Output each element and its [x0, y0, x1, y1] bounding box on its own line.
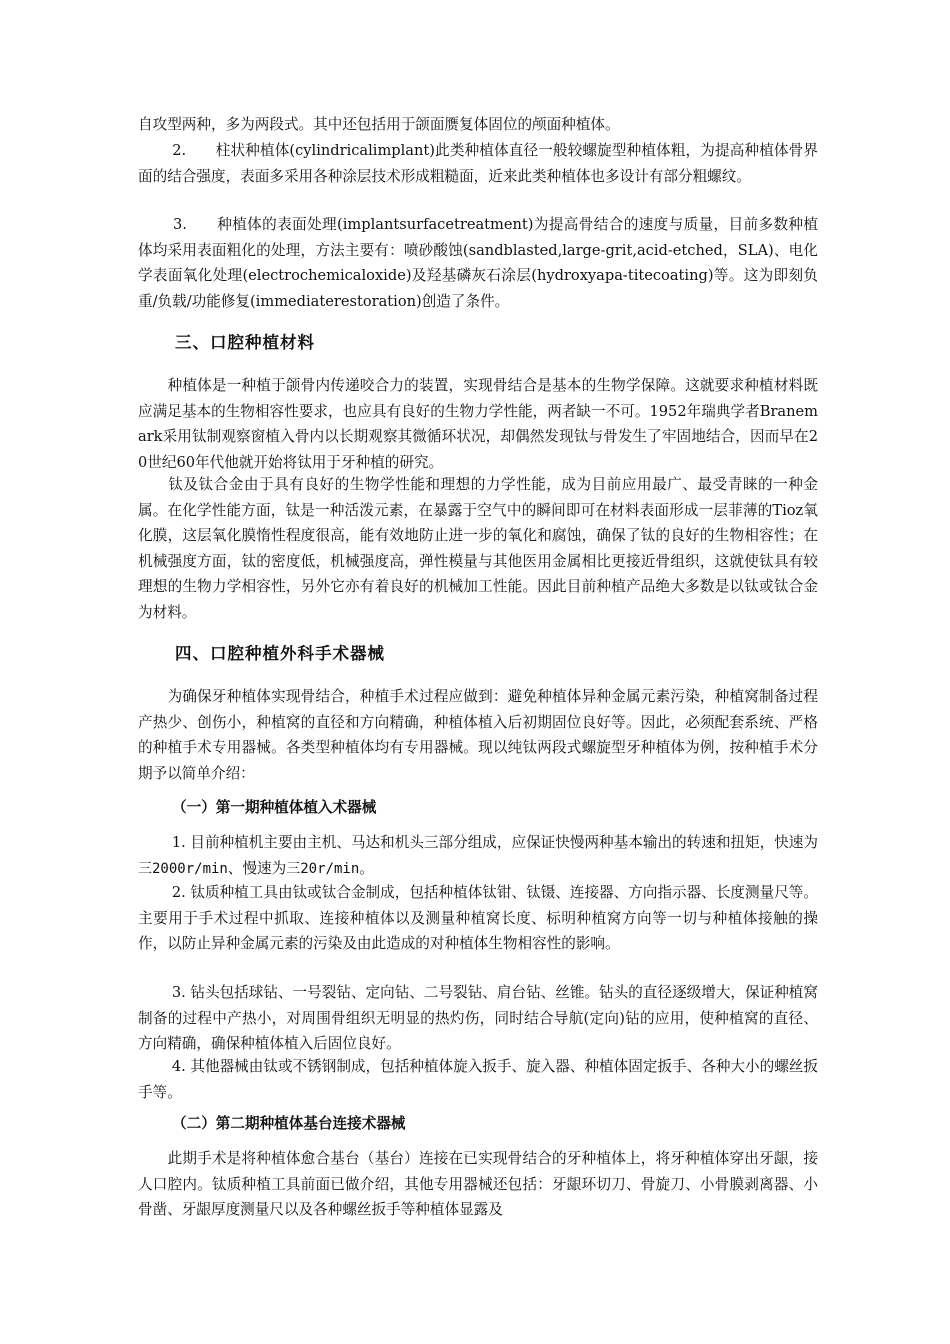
section-heading-instruments: 四、口腔种植外科手术器械	[175, 644, 385, 663]
section-heading-materials: 三、口腔种植材料	[175, 333, 315, 352]
paragraph-cylindrical-implant: 2. 柱状种植体(cylindricalimplant)此类种植体直径一般较螺旋型种植体粗，为提高种植体骨界面的结合强度，表面多采用各种涂层技术形成粗糙面，近来此类种植体也多设计有部分粗螺纹。	[138, 142, 818, 185]
paragraph-other-instruments: 4. 其他器械由钛或不锈钢制成，包括种植体旋入扳手、旋入器、种植体固定扳手、各种大小的螺丝扳手等。	[138, 1058, 818, 1101]
fast-speed-value: 三2000r/min	[138, 860, 228, 877]
paragraph-surface-treatment: 3. 种植体的表面处理(implantsurfacetreatment)为提高骨结合的速度与质量，目前多数种植体均采用表面粗化的处理，方法主要有：喷砂酸蚀(sandblasted,large-grit,acid-etched，SLA)、电化学表面氧化处理(electrochemicaloxide)及羟基磷灰石涂层(hydroxyapa-titecoating)等。这为即刻负重/负载/功能修复(immediaterestoration)创造了条件。	[138, 216, 818, 310]
machine-text-part: 。	[359, 859, 374, 877]
paragraph-titanium-alloy: 钛及钛合金由于具有良好的生物学性能和理想的力学性能，成为目前应用最广、最受青睐的一种金属。在化学性能方面，钛是一种活泼元素，在暴露于空气中的瞬间即可在材料表面形成一层菲薄的Tioz氧化膜，这层氧化膜惰性程度很高，能有效地防止进一步的氧化和腐蚀，确保了钛的良好的生物相容性；在机械强度方面，钛的密度低，机械强度高，弹性模量与其他医用金属相比更接近骨组织，这就使钛具有较理想的生物力学相容性，另外它亦有着良好的机械加工性能。因此目前种植产品绝大多数是以钛或钛合金为材料。	[138, 476, 818, 621]
paragraph-implant-materials: 种植体是一种植于颌骨内传递咬合力的装置，实现骨结合是基本的生物学保障。这就要求种植材料既应满足基本的生物相容性要求，也应具有良好的生物力学性能，两者缺一不可。1952年瑞典学者Branemark采用钛制观察窗植入骨内以长期观察其微循环状况，却偶然发现钛与骨发生了牢固地结合，因而早在20世纪60年代他就开始将钛用于牙种植的研究。	[138, 377, 818, 471]
paragraph-titanium-tools: 2. 钛质种植工具由钛或钛合金制成，包括种植体钛钳、钛镊、连接器、方向指示器、长度测量尺等。主要用于手术过程中抓取、连接种植体以及测量种植窝长度、标明种植窝方向等一切与种植体接触的操作，以防止异种金属元素的污染及由此造成的对种植体生物相容性的影响。	[138, 884, 818, 953]
subheading-stage-two: （二）第二期种植体基台连接术器械	[172, 1115, 406, 1132]
paragraph-drills: 3. 钻头包括球钻、一号裂钻、定向钻、二号裂钻、肩台钻、丝锥。钻头的直径逐级增大，保证种植窝制备的过程中产热小，对周围骨组织无明显的热灼伤，同时结合导航(定向)钻的应用，使种植窝的直径、方向精确，确保种植体植入后固位良好。	[138, 984, 818, 1053]
subheading-stage-one: （一）第一期种植体植入术器械	[172, 799, 377, 816]
paragraph-continuation: 自攻型两种，多为两段式。其中还包括用于颌面赝复体固位的颅面种植体。	[138, 116, 620, 133]
machine-text-part: 1. 目前种植机主要由主机、马达和机头三部分组成，应保证快慢两种基本输出的转速和扭矩，快速为	[138, 834, 818, 851]
machine-text-part: 、慢速为	[227, 859, 287, 877]
paragraph-abutment-connection: 此期手术是将种植体愈合基台（基台）连接在已实现骨结合的牙种植体上，将牙种植体穿出牙龈，接人口腔内。钛质种植工具前面已做介绍，其他专用器械还包括：牙龈环切刀、骨旋刀、小骨膜剥离器、小骨凿、牙龈厚度测量尺以及各种螺丝扳手等种植体显露及	[138, 1150, 818, 1219]
paragraph-instruments-intro: 为确保牙种植体实现骨结合，种植手术过程应做到：避免种植体异种金属元素污染，种植窝制备过程产热少、创伤小，种植窝的直径和方向精确，种植体植入后初期固位良好等。因此，必须配套系统、严格的种植手术专用器械。各类型种植体均有专用器械。现以纯钛两段式螺旋型牙种植体为例，按种植手术分期予以简单介绍：	[138, 688, 818, 782]
paragraph-implant-machine	[138, 830, 818, 882]
slow-speed-value: 三20r/min	[286, 860, 360, 877]
